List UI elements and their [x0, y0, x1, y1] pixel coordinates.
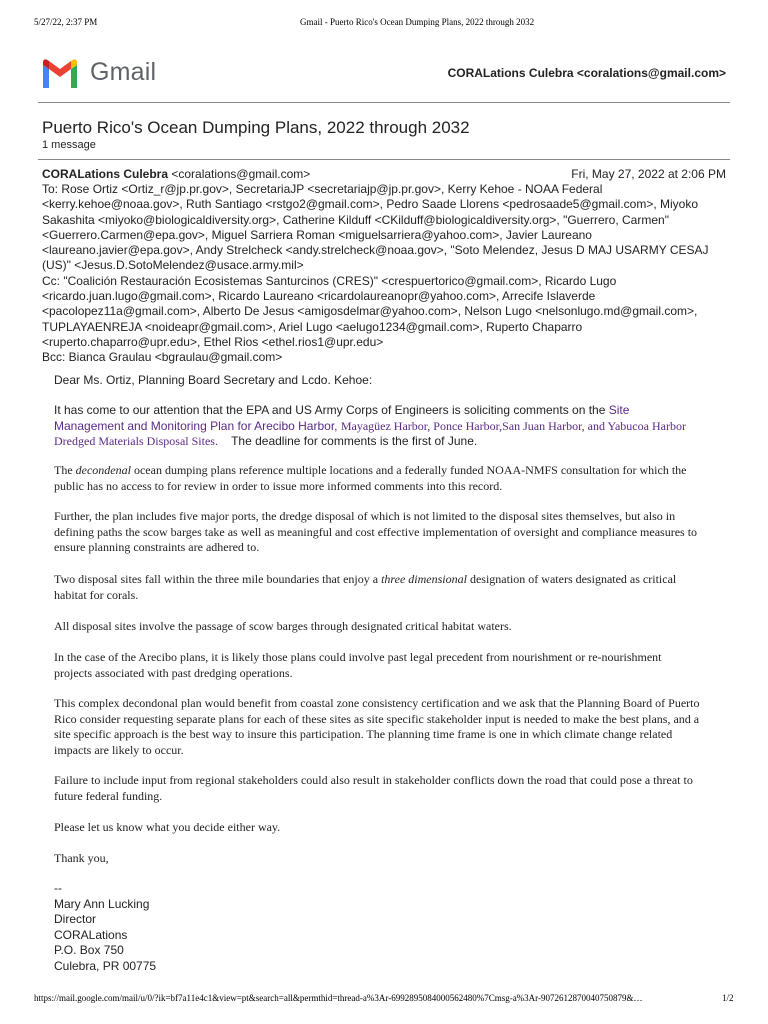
signature-line: Director	[54, 912, 97, 926]
paragraph-7	[54, 696, 726, 758]
cc-line: <ruperto.chaparro@upr.edu>, Ethel Rios <ethel.rios1@upr.edu>	[42, 334, 384, 349]
paragraph-1	[54, 403, 734, 450]
paragraph-3-line: defining paths the scow barges take as well as meaningful and cost effective implementation of oversight and compliance measures to	[54, 524, 698, 539]
to-line: <laureano.javier@epa.gov>, Andy Strelcheck <andy.strelcheck@noaa.gov>, "Soto Melendez, Jesus D MAJ USARMY CESAJ	[42, 243, 709, 258]
sender-name: CORALations Culebra	[42, 167, 169, 181]
paragraph-7-line: impacts are likely to occur.	[54, 742, 184, 757]
paragraph-8-line: future federal funding.	[54, 788, 163, 803]
cc-line: <pacolopez11a@gmail.com>, Alberto De Jesus <amigosdelmar@yahoo.com>, Nelson Lugo <nelsonlugo.md@gmail.com>,	[42, 304, 698, 319]
paragraph-4-text: designation of waters designated as critical	[466, 572, 677, 586]
plan-link[interactable]: Mayagüez Harbor, Ponce Harbor,San Juan Harbor, and Yabucoa Harbor	[340, 418, 686, 433]
to-line: (US)" <Jesus.D.SotoMelendez@usace.army.mil>	[42, 258, 304, 273]
signature-line: Culebra, PR 00775	[54, 958, 157, 973]
paragraph-6-line: projects associated with past dredging operations.	[54, 665, 293, 680]
to-line: <kerry.kehoe@noaa.gov>, Ruth Santiago <rstgo2@gmail.com>, Pedro Saade Llorens <pedrosaade5@gmail.com>, Miyoko	[42, 197, 699, 212]
page-number: 1/2	[722, 993, 734, 1003]
cc-line: Cc: "Coalición Restauración Ecosistemas Santurcinos (CRES)" <crespuertorico@gmail.com>, Ricardo Lugo	[42, 273, 617, 288]
print-url: https://mail.google.com/mail/u/0/?ik=bf7a11e4c1&view=pt&search=all&permthid=thread-a%3Ar-6992895084000562480%7Cmsg-a%3Ar-9072612870040750879&…	[34, 993, 643, 1003]
divider	[38, 159, 730, 160]
paragraph-6-line: In the case of the Arecibo plans, it is likely those plans could involve past legal precedent from nourishment or re-nourishment	[54, 650, 662, 664]
to-line: Sakashita <miyoko@biologicaldiversity.org>, Catherine Kilduff <CKilduff@biologicaldiversity.org>, "Guerrero, Carmen"	[42, 212, 669, 227]
paragraph-8	[54, 773, 726, 804]
paragraph-2-emphasis: decondenal	[75, 463, 131, 477]
paragraph-2-text: ocean dumping plans reference multiple locations and a federally funded NOAA-NMFS consultation for which the	[130, 463, 687, 477]
thread-subject: Puerto Rico's Ocean Dumping Plans, 2022 through 2032	[42, 118, 470, 137]
plan-link[interactable]: Dredged Materials Disposal Sites.	[54, 434, 218, 448]
paragraph-4-text: Two disposal sites fall within the three mile boundaries that enjoy a	[54, 572, 382, 586]
signature-line: P.O. Box 750	[54, 943, 124, 957]
paragraph-3	[54, 509, 726, 556]
paragraph-3-line: ensure planning constraints are adhered to.	[54, 540, 260, 555]
paragraph-7-line: site specific approach is the best way to insure this participation. The planning time frame is one in which climate change related	[54, 727, 673, 742]
gmail-logo-text: Gmail	[90, 58, 157, 86]
sender-email: <coralations@gmail.com>	[171, 167, 311, 181]
paragraph-7-line: This complex decondonal plan would benefit from coastal zone consistency certification and we ask that the Planning Board of Puerto	[54, 696, 700, 710]
paragraph-2-line: public has no access to for review in order to issue more informed comments into this record.	[54, 478, 503, 493]
divider	[38, 102, 730, 103]
to-line: <Guerrero.Carmen@epa.gov>, Miguel Sarriera Roman <miguelsarriera@yahoo.com>, Javier Laureano	[42, 227, 592, 242]
to-line: To: Rose Ortiz <Ortiz_r@jp.pr.gov>, SecretariaJP <secretariajp@jp.pr.gov>, Kerry Kehoe - NOAA Federal	[42, 182, 603, 196]
signature-line: --	[54, 881, 62, 895]
gmail-logo-icon	[40, 58, 80, 88]
paragraph-4-emphasis: three dimensional	[381, 572, 467, 586]
paragraph-7-line: Rico consider requesting separate plans for each of these sites as site specific stakeholder input is needed to make the best plans, and a	[54, 711, 700, 726]
signature	[54, 881, 156, 974]
print-datetime: 5/27/22, 2:37 PM	[34, 17, 98, 27]
paragraph-8-line: Failure to include input from regional stakeholders could also result in stakeholder conflicts down the road that could pose a threat to	[54, 773, 693, 787]
bcc-line: Bcc: Bianca Graulau <bgraulau@gmail.com>	[42, 350, 283, 365]
paragraph-2	[54, 463, 726, 494]
message-count: 1 message	[42, 139, 96, 151]
recipients-header	[42, 182, 732, 366]
signature-line: Mary Ann Lucking	[54, 896, 150, 911]
paragraph-9: Please let us know what you decide either way.	[54, 820, 281, 834]
paragraph-5: All disposal sites involve the passage of scow barges through designated critical habitat waters.	[54, 619, 512, 633]
greeting: Dear Ms. Ortiz, Planning Board Secretary and Lcdo. Kehoe:	[54, 373, 373, 387]
cc-line: TUPLAYAENREJA <noideapr@gmail.com>, Ariel Lugo <aelugo1234@gmail.com>, Ruperto Chaparro	[42, 319, 583, 334]
paragraph-4-line: habitat for corals.	[54, 587, 139, 602]
cc-line: <ricardo.juan.lugo@gmail.com>, Ricardo Laureano <ricardolaureanopr@yahoo.com>, Arrecife Islaverde	[42, 289, 596, 304]
paragraph-2-text: The	[54, 463, 76, 477]
sender	[42, 167, 310, 181]
account-identity: CORALations Culebra <coralations@gmail.com>	[447, 66, 726, 80]
paragraph-4	[54, 572, 726, 603]
signature-line: CORALations	[54, 927, 128, 942]
message-date: Fri, May 27, 2022 at 2:06 PM	[571, 167, 726, 181]
closing: Thank you,	[54, 851, 109, 865]
plan-link[interactable]: Site	[608, 403, 630, 417]
print-title: Gmail - Puerto Rico's Ocean Dumping Plans, 2022 through 2032	[300, 17, 535, 27]
plan-link[interactable]: Management and Monitoring Plan for Arecibo Harbor,	[54, 418, 341, 433]
paragraph-3-line: Further, the plan includes five major ports, the dredge disposal of which is not limited to the disposal sites themselves, but also in	[54, 509, 676, 523]
paragraph-6	[54, 650, 726, 681]
paragraph-1-text: It has come to our attention that the EPA and US Army Corps of Engineers is soliciting comments on the	[54, 403, 609, 417]
deadline-text: The deadline for comments is the first of June.	[217, 434, 478, 448]
